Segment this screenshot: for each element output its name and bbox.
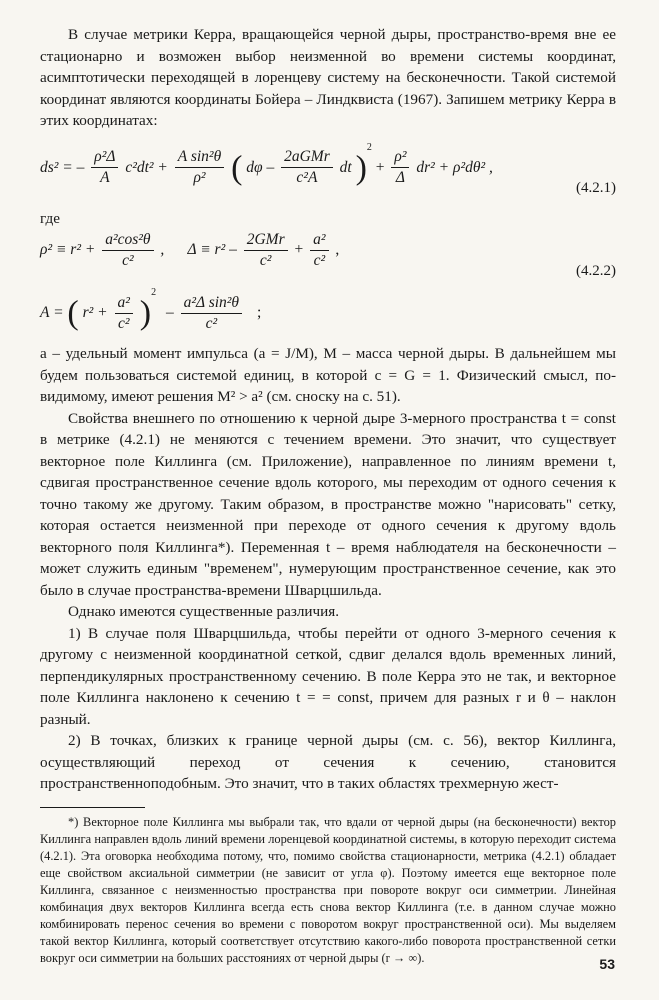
eq1-tail: dr² + ρ²dθ² ,	[416, 158, 493, 176]
eq2b-paren-close: )	[139, 294, 152, 332]
word-gde: где	[40, 209, 60, 227]
eq1-square: 2	[366, 141, 372, 153]
eq2a-mid: , Δ ≡ r² –	[160, 241, 237, 259]
eq2b-square: 2	[151, 287, 157, 298]
eq2b-lhs: A =	[40, 304, 64, 321]
eq1-frac4: $\frac{\text{ρ²}}{\Delta}$	[391, 148, 409, 187]
page-body	[40, 24, 616, 967]
eq1-frac3: $\frac{\text{2aGMr}}{\text{c²A}}$	[281, 148, 333, 187]
eq2a-end: ,	[335, 241, 340, 259]
eq1-number: (4.2.1)	[576, 179, 616, 196]
eq2a-frac3: $\frac{\text{a²}}{\text{c²}}$	[310, 231, 328, 270]
eq1-paren-close: )	[355, 148, 367, 186]
eq2b-minus: –	[165, 304, 174, 321]
paragraph-item-2: 2) В точках, близких к границе черной дыры (см. с. 56), вектор Киллинга, осуществляющий переход от сечения к сечению, становится пространственноподобным. Это значит, что в таких областях трехмерную жест-	[40, 732, 616, 792]
eq2a-frac2: $\frac{\text{2GMr}}{\text{c²}}$	[244, 231, 288, 270]
paragraph-after-equations: a – удельный момент импульса (a = J/M), M – масса черной дыры. В дальнейшем мы будем пользоваться системой единиц, в которой c = G = 1. Физический смысл, по-видимому, имеют решения M² > a² (см. сноску на с. 51).	[40, 345, 616, 405]
footnote-divider	[40, 807, 145, 808]
eq2a-lhs: ρ² ≡ r² +	[40, 241, 96, 259]
eq1-frac2: $\frac{\text{A sin²θ}}{\text{ρ²}}$	[175, 148, 224, 187]
eq1-paren-open: (	[231, 148, 243, 186]
eq2a-frac1: $\frac{\text{a²cos²θ}}{\text{c²}}$	[102, 231, 153, 270]
eq1-dphi: dφ –	[246, 158, 275, 176]
eq1-term1: c²dt² +	[125, 158, 168, 176]
eq1-plus: +	[375, 158, 385, 176]
eq2b-frac1: $\frac{\text{a²}}{\text{c²}}$	[115, 294, 133, 333]
page-number: 53	[599, 956, 615, 972]
equation-4-2-2	[40, 231, 616, 339]
eq2-number: (4.2.2)	[576, 263, 616, 279]
eq2b-end: ;	[256, 304, 262, 321]
paragraph-differences: Однако имеются существенные различия.	[68, 603, 340, 620]
paragraph-intro: В случае метрики Керра, вращающейся черной дыры, пространство-время вне ее стационарно и возможен выбор неизменной во времени системы координат, асимптотически переходящей в лоренцеву систему на бесконечности. Такой системой координат являются координаты Бойера – Линдквиста (1967). Запишем метрику Керра в этих координатах:	[40, 26, 616, 129]
paragraph-item-1: 1) В случае поля Шварцшильда, чтобы перейти от одного 3-мерного сечения к другому с неизменной координатной сеткой, сдвиг делался вдоль временных линий, перпендикулярных пространственному сечению. В поле Керра это не так, и векторное поле Киллинга наклонено к сечению t = = const, причем для разных r и θ – наклон разный.	[40, 624, 616, 728]
eq2a-plus: +	[294, 241, 304, 259]
equation-4-2-1	[40, 138, 616, 204]
paragraph-killing: Свойства внешнего по отношению к черной дыре 3-мерного пространства t = const в метрике (4.2.1) не меняются с течением времени. Это значит, что существует векторное поле Киллинга (см. Приложение), направленное по линиям времени t, сдвигая пространственное сечение вдоль которого, мы переходим от одного сечения к точно такому же другому. Таким образом, в пространстве можно "нарисовать" сетку, которая остается неизменной при переходе от одного сечения к другому вдоль векторного поля Киллинга*). Переменная t – время наблюдателя на бесконечности – может служить единым "временем", нумерующим пространственное сечение, как это было в случае пространства-времени Шварцшильда.	[40, 409, 616, 599]
eq1-lhs: ds² = –	[40, 158, 85, 176]
footnote: *) Векторное поле Киллинга мы выбрали так, что вдали от черной дыры (на бесконечности) вектор Киллинга направлен вдоль линий времени лоренцевой координатной системы, в которую переходит система (4.2.1). Эта оговорка необходима потому, что, помимо свойства стационарности, метрика (4.2.1) обладает еще свойством аксиальной симметрии (не зависит от угла φ). Поэтому имеется еще векторное поле Киллинга, связанное с неизменностью пространства при повороте вокруг оси симметрии. Линейная комбинация двух векторов Киллинга всегда есть снова вектор Киллинга (т.е. в данном случае можно комбинировать перенос сечения во времени с поворотом вокруг пространственной оси). Мы выделяем такой вектор Киллинга, который соответствует отсутствию какого-либо поворота пространственной сетки вокруг оси симметрии на больших расстояниях от черной дыры (r → ∞).	[40, 814, 616, 965]
eq2b-paren-open: (	[67, 294, 79, 332]
eq1-frac1: $\frac{\text{ρ²Δ}}{A}$	[91, 148, 118, 187]
eq1-dt: dt	[339, 158, 352, 176]
eq2b-frac2: $\frac{\text{a²Δ sin²θ}}{\text{c²}}$	[181, 294, 242, 333]
eq2b-r2: r² +	[82, 304, 108, 321]
